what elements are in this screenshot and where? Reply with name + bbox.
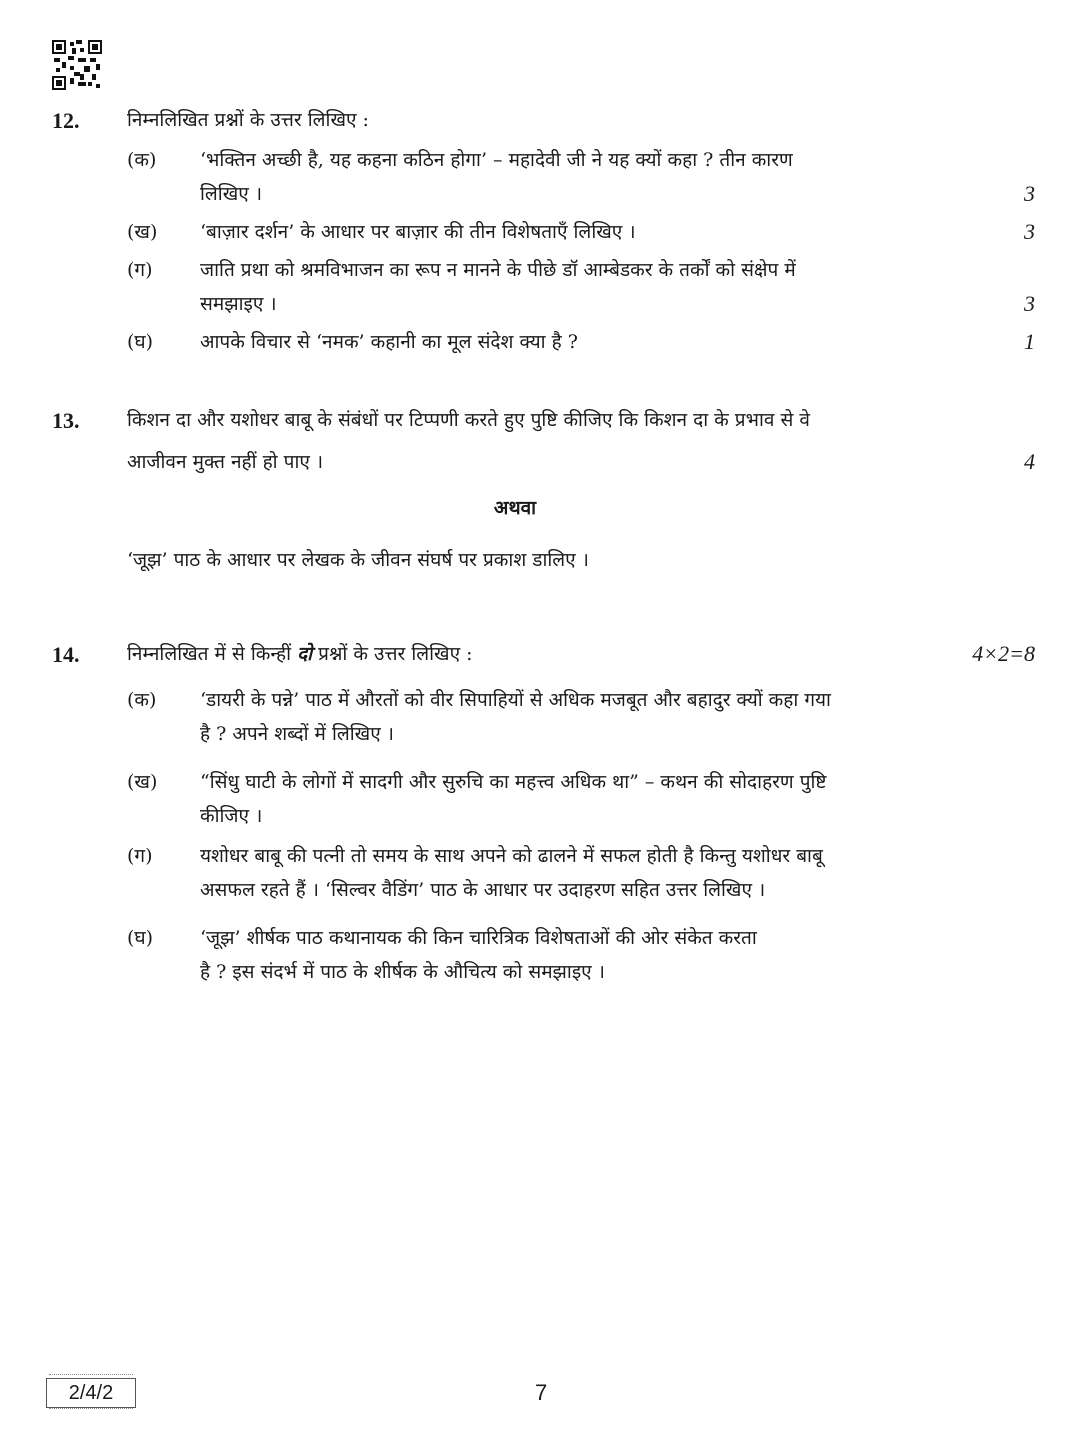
- item-label: (क): [127, 149, 157, 171]
- microtext-border: [49, 1408, 133, 1412]
- question-text-alternative: ‘जूझ’ पाठ के आधार पर लेखक के जीवन संघर्ष पर प्रकाश डालिए ।: [127, 549, 589, 571]
- item-text: है ? अपने शब्दों में लिखिए ।: [200, 723, 394, 745]
- item-text: है ? इस संदर्भ में पाठ के शीर्षक के औचित्य को समझाइए ।: [200, 961, 605, 983]
- qr-code-icon: [52, 40, 102, 90]
- page-number: 7: [535, 1380, 548, 1405]
- paper-code: [46, 1378, 136, 1408]
- marks: 3: [1024, 219, 1035, 244]
- item-text: ‘भक्तिन अच्छी है, यह कहना कठिन होगा’ – महादेवी जी ने यह क्यों कहा ? तीन कारण: [200, 149, 793, 171]
- or-label: अथवा: [493, 497, 537, 519]
- item-text: यशोधर बाबू की पत्नी तो समय के साथ अपने को ढालने में सफल होती है किन्तु यशोधर बाबू: [200, 845, 823, 867]
- item-label: (ग): [127, 845, 153, 867]
- marks: 3: [1024, 291, 1035, 316]
- item-label: (ख): [127, 771, 158, 793]
- microtext-border: [49, 1374, 133, 1378]
- question-number: 13.: [52, 408, 80, 433]
- item-label: (ख): [127, 221, 158, 243]
- marks: 3: [1024, 181, 1035, 206]
- item-text: “सिंधु घाटी के लोगों में सादगी और सुरुचि का महत्त्व अधिक था” – कथन की सोदाहरण पुष्टि: [200, 771, 827, 793]
- question-number: 12.: [52, 108, 80, 133]
- marks: 4×2=8: [972, 641, 1035, 666]
- question-number: 14.: [52, 642, 80, 667]
- item-label: (ग): [127, 259, 153, 281]
- marks: 1: [1024, 329, 1035, 354]
- item-text: असफल रहते हैं । ‘सिल्वर वैडिंग’ पाठ के आधार पर उदाहरण सहित उत्तर लिखिए ।: [200, 879, 766, 901]
- item-text: ‘डायरी के पन्ने’ पाठ में औरतों को वीर सिपाहियों से अधिक मजबूत और बहादुर क्यों कहा गया: [200, 689, 831, 711]
- question-intro: निम्नलिखित में से किन्हीं दो प्रश्नों के उत्तर लिखिए :: [127, 643, 473, 665]
- question-text: किशन दा और यशोधर बाबू के संबंधों पर टिप्पणी करते हुए पुष्टि कीजिए कि किशन दा के प्रभाव से वे: [127, 409, 810, 431]
- item-text: कीजिए ।: [200, 805, 263, 827]
- item-text: ‘बाज़ार दर्शन’ के आधार पर बाज़ार की तीन विशेषताएँ लिखिए ।: [200, 221, 636, 243]
- question-intro: निम्नलिखित प्रश्नों के उत्तर लिखिए :: [127, 109, 369, 131]
- marks: 4: [1024, 449, 1035, 474]
- item-text: समझाइए ।: [200, 293, 277, 315]
- question-text: आजीवन मुक्त नहीं हो पाए ।: [127, 451, 324, 473]
- paper-code-text: 2/4/2: [68, 1382, 114, 1404]
- item-text: लिखिए ।: [200, 183, 263, 205]
- item-label: (घ): [127, 331, 154, 353]
- item-text: ‘जूझ’ शीर्षक पाठ कथानायक की किन चारित्रिक विशेषताओं की ओर संकेत करता: [200, 927, 757, 949]
- item-label: (क): [127, 689, 157, 711]
- item-text: आपके विचार से ‘नमक’ कहानी का मूल संदेश क्या है ?: [200, 331, 578, 353]
- item-text: जाति प्रथा को श्रमविभाजन का रूप न मानने के पीछे डॉ आम्बेडकर के तर्कों को संक्षेप में: [200, 259, 796, 281]
- item-label: (घ): [127, 927, 154, 949]
